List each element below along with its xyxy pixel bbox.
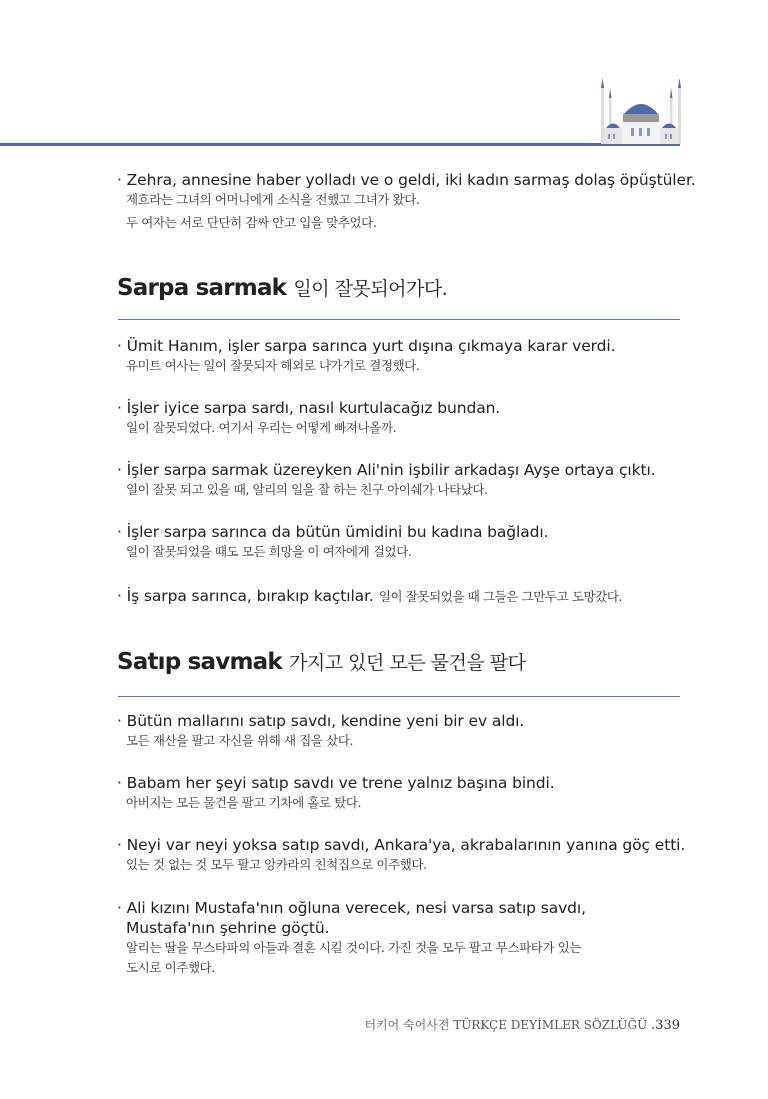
turkish-sentence: · Babam her şeyi satıp savdı ve trene yalnız başına bindi.: [117, 774, 555, 792]
mosque-icon: [598, 78, 684, 144]
example-entry: [117, 522, 697, 562]
korean-translation: 있는 것 없는 것 모두 팔고 앙카라의 친척집으로 이주했다.: [126, 857, 427, 872]
book-title: 터키어 숙어사전 TÜRKÇE DEYİMLER SÖZLÜĞÜ: [364, 1018, 648, 1032]
idiom-heading: [117, 274, 447, 301]
korean-translation: 일이 잘못되었을 때 그들은 그만두고 도망갔다.: [378, 589, 623, 604]
korean-translation: 아버지는 모든 물건을 팔고 기차에 홀로 탔다.: [126, 795, 362, 810]
turkish-sentence: · Neyi var neyi yoksa satıp savdı, Ankara'ya, akrabalarının yanına göç etti.: [117, 836, 686, 854]
header-rule: [0, 143, 680, 146]
idiom-meaning: 가지고 있던 모든 물건을 팔다: [289, 652, 526, 674]
page-footer: [364, 1016, 680, 1033]
idiom-meaning: 일이 잘못되어가다.: [293, 278, 448, 300]
turkish-sentence-continued: Mustafa'nın şehrine göçtü.: [126, 919, 330, 937]
korean-translation: 일이 잘못 되고 있을 때, 알리의 일을 잘 하는 친구 아이쉐가 나타났다.: [126, 482, 488, 497]
example-entry: [117, 170, 697, 233]
example-entry: [117, 336, 697, 376]
example-entry: [117, 460, 697, 500]
example-entry: [117, 898, 697, 978]
korean-translation: 두 여자는 서로 단단히 감싸 안고 입을 맞추었다.: [126, 215, 377, 230]
section-divider: [118, 319, 680, 320]
example-entry: [117, 586, 697, 607]
turkish-sentence: · İşler iyice sarpa sardı, nasıl kurtulacağız bundan.: [117, 399, 501, 417]
idiom-term: Sarpa sarmak: [117, 275, 287, 301]
example-entry: [117, 773, 697, 813]
korean-translation: 일이 잘못되었을 때도 모든 희망을 이 여자에게 걸었다.: [126, 544, 412, 559]
korean-translation: 일이 잘못되었다. 여기서 우리는 어떻게 빠져나올까.: [126, 420, 397, 435]
example-entry: [117, 398, 697, 438]
turkish-sentence: · İşler sarpa sarınca da bütün ümidini bu kadına bağladı.: [117, 523, 549, 541]
korean-translation: 모든 재산을 팔고 자신을 위해 새 집을 샀다.: [126, 733, 354, 748]
example-entry: [117, 835, 697, 875]
page-number: .339: [651, 1018, 680, 1033]
idiom-heading: [117, 648, 525, 675]
korean-translation: 제흐라는 그녀의 어머니에게 소식을 전했고 그녀가 왔다.: [126, 192, 420, 207]
turkish-sentence: · İş sarpa sarınca, bırakıp kaçtılar.: [117, 587, 374, 605]
section-divider: [118, 696, 680, 697]
idiom-term: Satıp savmak: [117, 649, 282, 675]
turkish-sentence: · İşler sarpa sarmak üzereyken Ali'nin işbilir arkadaşı Ayşe ortaya çıktı.: [117, 461, 656, 479]
korean-translation-continued: 도시로 이주했다.: [126, 960, 215, 975]
korean-translation: 유미트 여사는 일이 잘못되자 해외로 나가기로 결정했다.: [126, 358, 420, 373]
turkish-sentence: · Bütün mallarını satıp savdı, kendine yeni bir ev aldı.: [117, 712, 525, 730]
example-entry: [117, 711, 697, 751]
turkish-sentence: · Zehra, annesine haber yolladı ve o geldi, iki kadın sarmaş dolaş öpüştüler.: [117, 171, 696, 189]
korean-translation: 알리는 딸을 무스타파의 아들과 결혼 시킬 것이다. 가진 것을 모두 팔고 무스파타가 있는: [126, 940, 582, 955]
turkish-sentence: · Ali kızını Mustafa'nın oğluna verecek, nesi varsa satıp savdı,: [117, 899, 586, 917]
turkish-sentence: · Ümit Hanım, işler sarpa sarınca yurt dışına çıkmaya karar verdi.: [117, 337, 616, 355]
